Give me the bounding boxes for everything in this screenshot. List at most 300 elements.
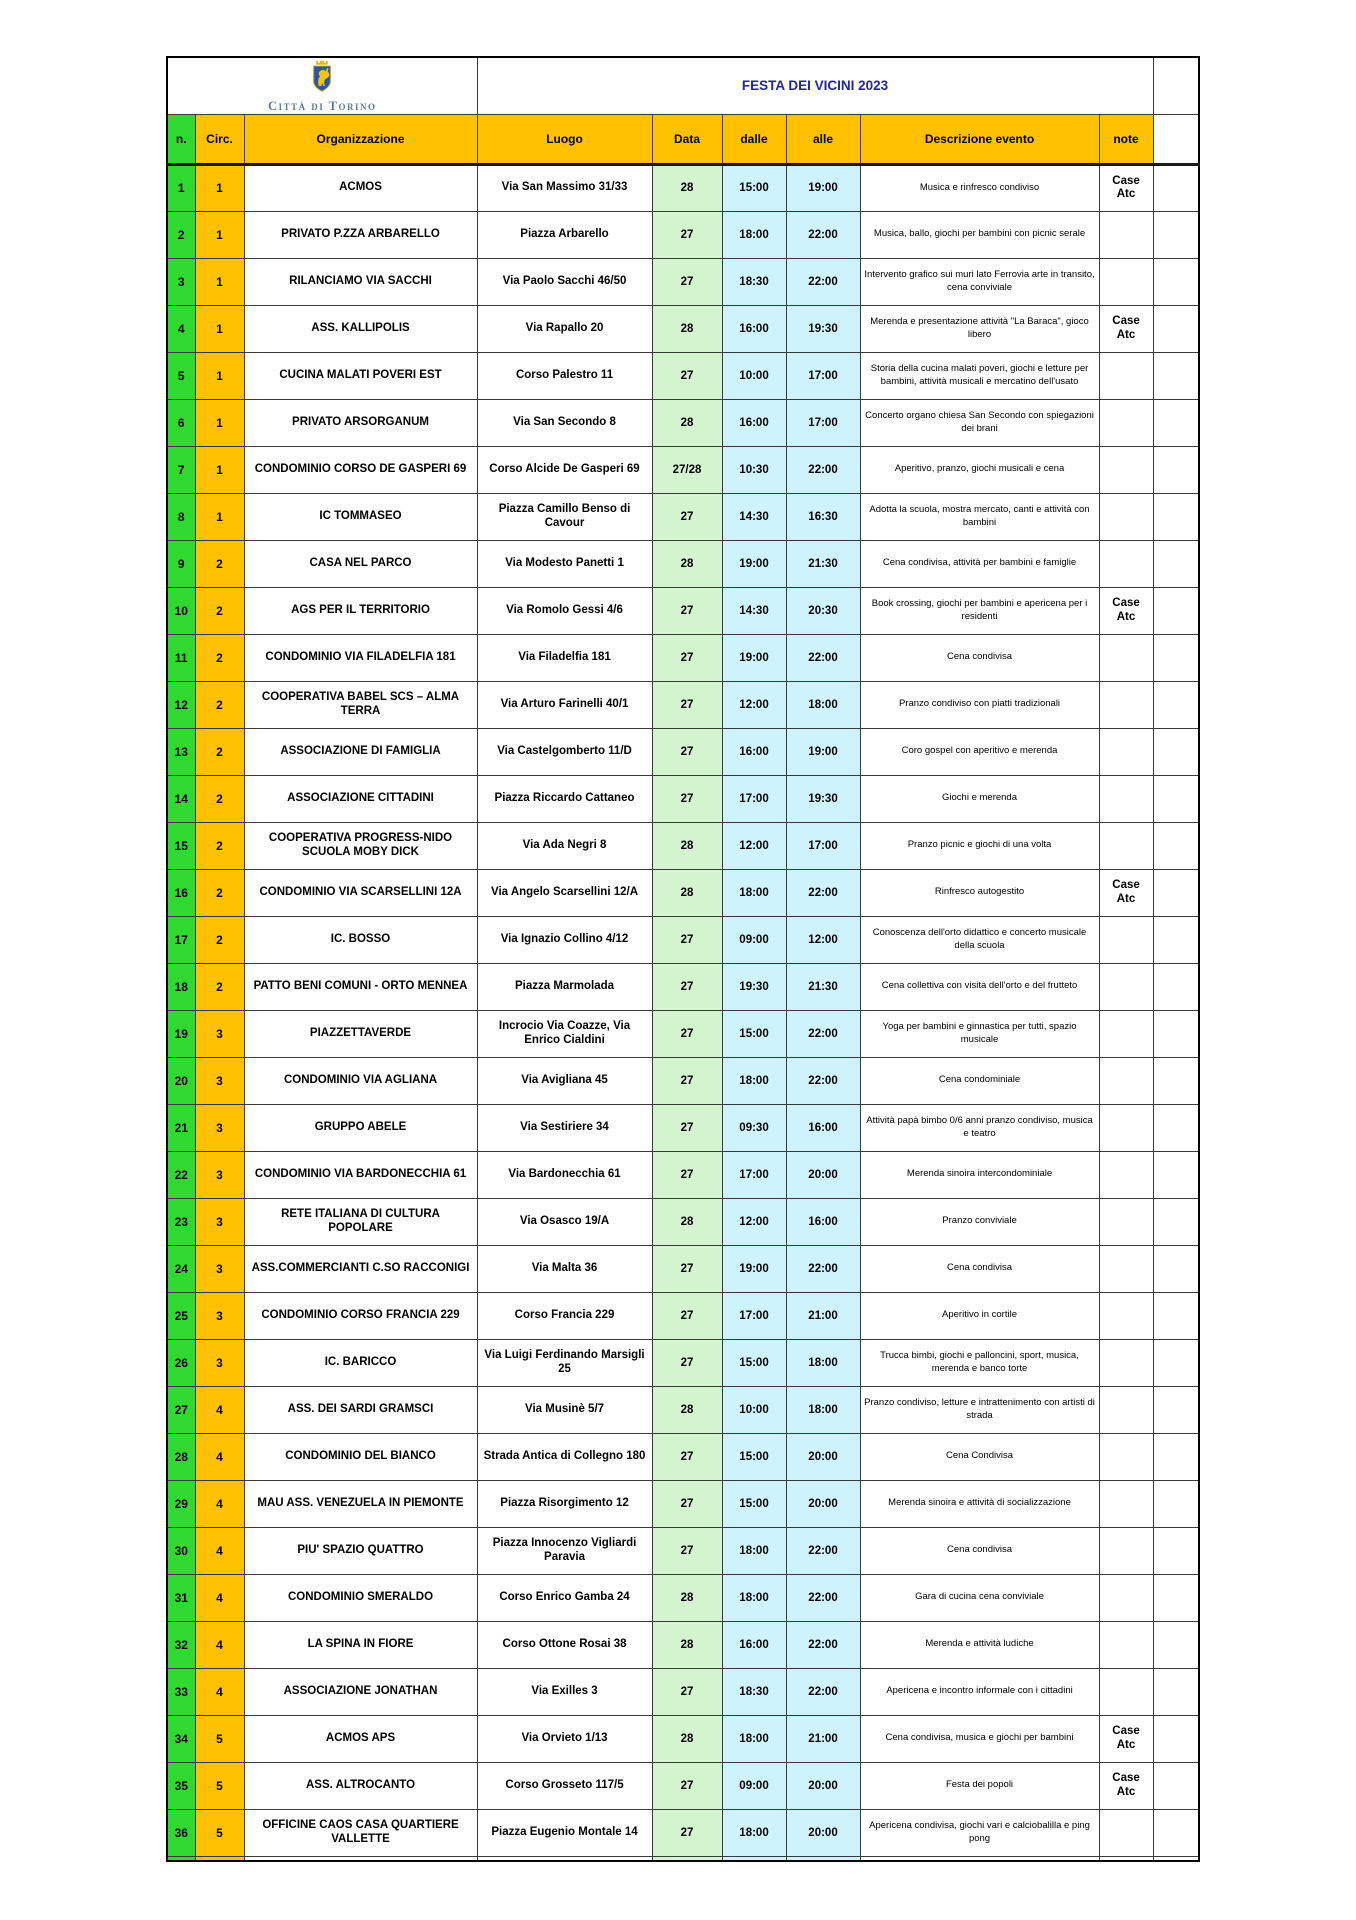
partial-cell	[167, 1856, 195, 1861]
row-number-cell: 14	[167, 775, 195, 822]
time-end-cell: 21:00	[786, 1715, 860, 1762]
empty-cell	[1153, 916, 1199, 963]
note-cell	[1099, 1527, 1153, 1574]
column-header-alle: alle	[786, 114, 860, 164]
time-start-cell: 16:00	[722, 728, 786, 775]
row-number-cell: 10	[167, 587, 195, 634]
time-end-cell: 21:00	[786, 1292, 860, 1339]
circoscrizione-cell: 2	[195, 775, 244, 822]
time-end-cell: 22:00	[786, 869, 860, 916]
time-start-cell: 09:30	[722, 1104, 786, 1151]
note-cell	[1099, 211, 1153, 258]
description-cell: Book crossing, giochi per bambini e apericena per i residenti	[860, 587, 1099, 634]
partial-cell	[652, 1856, 722, 1861]
partial-cell	[244, 1856, 477, 1861]
empty-cell	[1153, 1386, 1199, 1433]
column-header-dalle: dalle	[722, 114, 786, 164]
row-number-cell: 24	[167, 1245, 195, 1292]
date-cell: 28	[652, 305, 722, 352]
time-end-cell: 22:00	[786, 1057, 860, 1104]
date-cell: 28	[652, 1715, 722, 1762]
time-end-cell: 19:30	[786, 305, 860, 352]
date-cell: 27	[652, 258, 722, 305]
note-cell: Case Atc	[1099, 164, 1153, 211]
description-cell: Merenda e attività ludiche	[860, 1621, 1099, 1668]
description-cell: Rinfresco autogestito	[860, 869, 1099, 916]
location-cell: Via Romolo Gessi 4/6	[477, 587, 652, 634]
organization-cell: CONDOMINIO VIA BARDONECCHIA 61	[244, 1151, 477, 1198]
empty-cell	[1153, 1292, 1199, 1339]
organization-cell: CASA NEL PARCO	[244, 540, 477, 587]
time-end-cell: 22:00	[786, 446, 860, 493]
empty-cell	[1153, 1715, 1199, 1762]
banner-empty-cell	[1153, 57, 1199, 114]
circoscrizione-cell: 4	[195, 1480, 244, 1527]
organization-cell: IC. BARICCO	[244, 1339, 477, 1386]
row-number-cell: 18	[167, 963, 195, 1010]
organization-cell: PRIVATO ARSORGANUM	[244, 399, 477, 446]
location-cell: Corso Ottone Rosai 38	[477, 1621, 652, 1668]
row-number-cell: 34	[167, 1715, 195, 1762]
location-cell: Piazza Arbarello	[477, 211, 652, 258]
location-cell: Via Bardonecchia 61	[477, 1151, 652, 1198]
location-cell: Incrocio Via Coazze, Via Enrico Cialdini	[477, 1010, 652, 1057]
date-cell: 28	[652, 1386, 722, 1433]
note-cell	[1099, 1621, 1153, 1668]
time-end-cell: 20:00	[786, 1762, 860, 1809]
brand-text: Città di Torino	[268, 99, 377, 113]
note-cell	[1099, 1104, 1153, 1151]
time-start-cell: 15:00	[722, 1480, 786, 1527]
note-cell	[1099, 352, 1153, 399]
description-cell: Adotta la scuola, mostra mercato, canti e attività con bambini	[860, 493, 1099, 540]
table-row	[167, 1057, 1199, 1104]
note-cell	[1099, 1433, 1153, 1480]
organization-cell: PRIVATO P.ZZA ARBARELLO	[244, 211, 477, 258]
table-row	[167, 681, 1199, 728]
row-number-cell: 2	[167, 211, 195, 258]
time-start-cell: 12:00	[722, 1198, 786, 1245]
time-start-cell: 15:00	[722, 1339, 786, 1386]
date-cell: 27	[652, 211, 722, 258]
table-row	[167, 1433, 1199, 1480]
table-row	[167, 1621, 1199, 1668]
empty-cell	[1153, 352, 1199, 399]
row-number-cell: 35	[167, 1762, 195, 1809]
location-cell: Corso Alcide De Gasperi 69	[477, 446, 652, 493]
time-end-cell: 12:00	[786, 916, 860, 963]
empty-cell	[1153, 1057, 1199, 1104]
date-cell: 28	[652, 399, 722, 446]
time-start-cell: 19:00	[722, 634, 786, 681]
time-start-cell: 10:00	[722, 1386, 786, 1433]
organization-cell: ASS. KALLIPOLIS	[244, 305, 477, 352]
table-row	[167, 399, 1199, 446]
empty-cell	[1153, 775, 1199, 822]
time-start-cell: 18:00	[722, 1809, 786, 1856]
date-cell: 27	[652, 916, 722, 963]
partial-cell	[860, 1856, 1099, 1861]
description-cell: Concerto organo chiesa San Secondo con spiegazioni dei brani	[860, 399, 1099, 446]
empty-cell	[1153, 211, 1199, 258]
organization-cell: PATTO BENI COMUNI - ORTO MENNEA	[244, 963, 477, 1010]
empty-cell	[1153, 1527, 1199, 1574]
description-cell: Pranzo picnic e giochi di una volta	[860, 822, 1099, 869]
location-cell: Via Arturo Farinelli 40/1	[477, 681, 652, 728]
date-cell: 28	[652, 1621, 722, 1668]
time-end-cell: 19:00	[786, 728, 860, 775]
circoscrizione-cell: 3	[195, 1104, 244, 1151]
time-start-cell: 16:00	[722, 399, 786, 446]
date-cell: 27	[652, 1057, 722, 1104]
time-start-cell: 15:00	[722, 1433, 786, 1480]
organization-cell: CUCINA MALATI POVERI EST	[244, 352, 477, 399]
circoscrizione-cell: 5	[195, 1762, 244, 1809]
table-row	[167, 1104, 1199, 1151]
row-number-cell: 8	[167, 493, 195, 540]
organization-cell: CONDOMINIO CORSO DE GASPERI 69	[244, 446, 477, 493]
circoscrizione-cell: 3	[195, 1010, 244, 1057]
description-cell: Cena Condivisa	[860, 1433, 1099, 1480]
row-number-cell: 5	[167, 352, 195, 399]
date-cell: 27	[652, 963, 722, 1010]
organization-cell: GRUPPO ABELE	[244, 1104, 477, 1151]
date-cell: 27	[652, 1433, 722, 1480]
description-cell: Pranzo conviviale	[860, 1198, 1099, 1245]
description-cell: Merenda sinoira intercondominiale	[860, 1151, 1099, 1198]
circoscrizione-cell: 2	[195, 728, 244, 775]
circoscrizione-cell: 1	[195, 352, 244, 399]
description-cell: Gara di cucina cena conviviale	[860, 1574, 1099, 1621]
table-row	[167, 587, 1199, 634]
row-number-cell: 26	[167, 1339, 195, 1386]
partial-cell	[477, 1856, 652, 1861]
location-cell: Via Paolo Sacchi 46/50	[477, 258, 652, 305]
table-row	[167, 1198, 1199, 1245]
row-number-cell: 4	[167, 305, 195, 352]
empty-cell	[1153, 681, 1199, 728]
location-cell: Piazza Risorgimento 12	[477, 1480, 652, 1527]
description-cell: Attività papà bimbo 0/6 anni pranzo condiviso, musica e teatro	[860, 1104, 1099, 1151]
time-end-cell: 22:00	[786, 211, 860, 258]
note-cell: Case Atc	[1099, 1715, 1153, 1762]
time-end-cell: 18:00	[786, 1339, 860, 1386]
organization-cell: CONDOMINIO VIA FILADELFIA 181	[244, 634, 477, 681]
table-row	[167, 634, 1199, 681]
circoscrizione-cell: 4	[195, 1574, 244, 1621]
time-end-cell: 22:00	[786, 1245, 860, 1292]
organization-cell: IC TOMMASEO	[244, 493, 477, 540]
empty-cell	[1153, 1621, 1199, 1668]
row-number-cell: 16	[167, 869, 195, 916]
row-number-cell: 1	[167, 164, 195, 211]
location-cell: Via Ada Negri 8	[477, 822, 652, 869]
description-cell: Cena condivisa, musica e giochi per bambini	[860, 1715, 1099, 1762]
note-cell	[1099, 493, 1153, 540]
organization-cell: ASS. ALTROCANTO	[244, 1762, 477, 1809]
date-cell: 27	[652, 1480, 722, 1527]
date-cell: 27/28	[652, 446, 722, 493]
note-cell: Case Atc	[1099, 1762, 1153, 1809]
time-start-cell: 12:00	[722, 681, 786, 728]
time-end-cell: 16:00	[786, 1198, 860, 1245]
time-start-cell: 16:00	[722, 305, 786, 352]
note-cell	[1099, 540, 1153, 587]
empty-cell	[1153, 540, 1199, 587]
organization-cell: CONDOMINIO CORSO FRANCIA 229	[244, 1292, 477, 1339]
row-number-cell: 36	[167, 1809, 195, 1856]
table-row	[167, 540, 1199, 587]
date-cell: 27	[652, 1339, 722, 1386]
row-number-cell: 7	[167, 446, 195, 493]
table-row	[167, 493, 1199, 540]
description-cell: Yoga per bambini e ginnastica per tutti, spazio musicale	[860, 1010, 1099, 1057]
time-end-cell: 22:00	[786, 1527, 860, 1574]
empty-cell	[1153, 587, 1199, 634]
circoscrizione-cell: 4	[195, 1668, 244, 1715]
date-cell: 28	[652, 1198, 722, 1245]
circoscrizione-cell: 3	[195, 1339, 244, 1386]
note-cell	[1099, 634, 1153, 681]
circoscrizione-cell: 2	[195, 681, 244, 728]
time-start-cell: 17:00	[722, 775, 786, 822]
description-cell: Apericena condivisa, giochi vari e calciobalilla e ping pong	[860, 1809, 1099, 1856]
row-number-cell: 31	[167, 1574, 195, 1621]
organization-cell: OFFICINE CAOS CASA QUARTIERE VALLETTE	[244, 1809, 477, 1856]
note-cell: Case Atc	[1099, 305, 1153, 352]
location-cell: Via Exilles 3	[477, 1668, 652, 1715]
column-header-circ: Circ.	[195, 114, 244, 164]
empty-cell	[1153, 305, 1199, 352]
events-table	[166, 56, 1200, 1862]
table-row	[167, 258, 1199, 305]
organization-cell: COOPERATIVA BABEL SCS – ALMA TERRA	[244, 681, 477, 728]
time-end-cell: 20:00	[786, 1809, 860, 1856]
circoscrizione-cell: 1	[195, 211, 244, 258]
row-number-cell: 9	[167, 540, 195, 587]
column-header-data: Data	[652, 114, 722, 164]
organization-cell: ASSOCIAZIONE DI FAMIGLIA	[244, 728, 477, 775]
organization-cell: RILANCIAMO VIA SACCHI	[244, 258, 477, 305]
date-cell: 27	[652, 1668, 722, 1715]
location-cell: Via Modesto Panetti 1	[477, 540, 652, 587]
note-cell	[1099, 399, 1153, 446]
note-cell	[1099, 775, 1153, 822]
time-start-cell: 14:30	[722, 493, 786, 540]
location-cell: Via Luigi Ferdinando Marsigli 25	[477, 1339, 652, 1386]
date-cell: 28	[652, 540, 722, 587]
time-start-cell: 18:00	[722, 1527, 786, 1574]
organization-cell: LA SPINA IN FIORE	[244, 1621, 477, 1668]
description-cell: Cena condivisa, attività per bambini e famiglie	[860, 540, 1099, 587]
time-start-cell: 18:00	[722, 211, 786, 258]
row-number-cell: 6	[167, 399, 195, 446]
empty-cell	[1153, 869, 1199, 916]
time-end-cell: 22:00	[786, 1668, 860, 1715]
circoscrizione-cell: 2	[195, 869, 244, 916]
note-cell	[1099, 963, 1153, 1010]
location-cell: Via Angelo Scarsellini 12/A	[477, 869, 652, 916]
empty-cell	[1153, 1668, 1199, 1715]
note-cell	[1099, 446, 1153, 493]
description-cell: Aperitivo, pranzo, giochi musicali e cena	[860, 446, 1099, 493]
note-cell	[1099, 1574, 1153, 1621]
circoscrizione-cell: 1	[195, 493, 244, 540]
row-number-cell: 27	[167, 1386, 195, 1433]
circoscrizione-cell: 3	[195, 1245, 244, 1292]
description-cell: Musica, ballo, giochi per bambini con picnic serale	[860, 211, 1099, 258]
organization-cell: AGS PER IL TERRITORIO	[244, 587, 477, 634]
location-cell: Via San Massimo 31/33	[477, 164, 652, 211]
table-row	[167, 1762, 1199, 1809]
location-cell: Via Castelgomberto 11/D	[477, 728, 652, 775]
time-start-cell: 17:00	[722, 1292, 786, 1339]
time-end-cell: 17:00	[786, 352, 860, 399]
organization-cell: ASSOCIAZIONE JONATHAN	[244, 1668, 477, 1715]
time-end-cell: 20:30	[786, 587, 860, 634]
circoscrizione-cell: 4	[195, 1386, 244, 1433]
circoscrizione-cell: 2	[195, 916, 244, 963]
note-cell	[1099, 728, 1153, 775]
description-cell: Coro gospel con aperitivo e merenda	[860, 728, 1099, 775]
date-cell: 27	[652, 1245, 722, 1292]
organization-cell: ACMOS APS	[244, 1715, 477, 1762]
table-row	[167, 963, 1199, 1010]
organization-cell: RETE ITALIANA DI CULTURA POPOLARE	[244, 1198, 477, 1245]
note-cell	[1099, 1809, 1153, 1856]
empty-cell	[1153, 1574, 1199, 1621]
partial-cell	[195, 1856, 244, 1861]
logo-cell	[167, 57, 477, 114]
time-end-cell: 20:00	[786, 1433, 860, 1480]
partial-cell	[722, 1856, 786, 1861]
table-row	[167, 211, 1199, 258]
table-row	[167, 1245, 1199, 1292]
location-cell: Corso Grosseto 117/5	[477, 1762, 652, 1809]
table-row	[167, 869, 1199, 916]
circoscrizione-cell: 2	[195, 587, 244, 634]
row-number-cell: 29	[167, 1480, 195, 1527]
date-cell: 27	[652, 634, 722, 681]
circoscrizione-cell: 1	[195, 258, 244, 305]
note-cell	[1099, 822, 1153, 869]
header-row	[167, 114, 1199, 164]
note-cell	[1099, 1245, 1153, 1292]
empty-cell	[1153, 1104, 1199, 1151]
location-cell: Via Osasco 19/A	[477, 1198, 652, 1245]
location-cell: Via Sestiriere 34	[477, 1104, 652, 1151]
organization-cell: CONDOMINIO DEL BIANCO	[244, 1433, 477, 1480]
date-cell: 27	[652, 352, 722, 399]
note-cell	[1099, 1010, 1153, 1057]
description-cell: Merenda e presentazione attività "La Baraca", gioco libero	[860, 305, 1099, 352]
row-number-cell: 32	[167, 1621, 195, 1668]
time-end-cell: 18:00	[786, 681, 860, 728]
location-cell: Via Rapallo 20	[477, 305, 652, 352]
time-end-cell: 20:00	[786, 1480, 860, 1527]
table-row	[167, 352, 1199, 399]
time-start-cell: 18:30	[722, 258, 786, 305]
table-row	[167, 164, 1199, 211]
column-header-descrizione: Descrizione evento	[860, 114, 1099, 164]
description-cell: Pranzo condiviso con piatti tradizionali	[860, 681, 1099, 728]
date-cell: 28	[652, 869, 722, 916]
time-end-cell: 19:00	[786, 164, 860, 211]
time-end-cell: 16:30	[786, 493, 860, 540]
location-cell: Piazza Innocenzo Vigliardi Paravia	[477, 1527, 652, 1574]
time-start-cell: 09:00	[722, 1762, 786, 1809]
time-end-cell: 21:30	[786, 963, 860, 1010]
location-cell: Corso Enrico Gamba 24	[477, 1574, 652, 1621]
table-row	[167, 775, 1199, 822]
time-start-cell: 19:00	[722, 540, 786, 587]
date-cell: 27	[652, 493, 722, 540]
date-cell: 27	[652, 1151, 722, 1198]
row-number-cell: 25	[167, 1292, 195, 1339]
location-cell: Via Musinè 5/7	[477, 1386, 652, 1433]
location-cell: Via Ignazio Collino 4/12	[477, 916, 652, 963]
page-title: FESTA DEI VICINI 2023	[477, 57, 1153, 114]
table-row	[167, 1386, 1199, 1433]
table-row	[167, 1339, 1199, 1386]
partial-row-sliver	[167, 1856, 1199, 1861]
description-cell: Cena condivisa	[860, 1245, 1099, 1292]
circoscrizione-cell: 5	[195, 1715, 244, 1762]
row-number-cell: 30	[167, 1527, 195, 1574]
row-number-cell: 15	[167, 822, 195, 869]
note-cell	[1099, 1386, 1153, 1433]
date-cell: 27	[652, 1292, 722, 1339]
empty-cell	[1153, 1198, 1199, 1245]
date-cell: 27	[652, 681, 722, 728]
table-row	[167, 305, 1199, 352]
time-start-cell: 12:00	[722, 822, 786, 869]
table-row	[167, 1715, 1199, 1762]
description-cell: Cena collettiva con visita dell'orto e del frutteto	[860, 963, 1099, 1010]
date-cell: 27	[652, 1809, 722, 1856]
row-number-cell: 13	[167, 728, 195, 775]
note-cell	[1099, 1480, 1153, 1527]
table-row	[167, 1292, 1199, 1339]
empty-cell	[1153, 822, 1199, 869]
location-cell: Via San Secondo 8	[477, 399, 652, 446]
organization-cell: ASSOCIAZIONE CITTADINI	[244, 775, 477, 822]
note-cell	[1099, 258, 1153, 305]
note-cell	[1099, 1292, 1153, 1339]
description-cell: Storia della cucina malati poveri, giochi e letture per bambini, attività musicali e mercatino dell'usato	[860, 352, 1099, 399]
empty-cell	[1153, 1245, 1199, 1292]
empty-cell	[1153, 399, 1199, 446]
location-cell: Via Avigliana 45	[477, 1057, 652, 1104]
table-row	[167, 728, 1199, 775]
organization-cell: PIU' SPAZIO QUATTRO	[244, 1527, 477, 1574]
circoscrizione-cell: 2	[195, 963, 244, 1010]
circoscrizione-cell: 4	[195, 1433, 244, 1480]
date-cell: 28	[652, 822, 722, 869]
location-cell: Piazza Riccardo Cattaneo	[477, 775, 652, 822]
row-number-cell: 12	[167, 681, 195, 728]
organization-cell: IC. BOSSO	[244, 916, 477, 963]
time-start-cell: 17:00	[722, 1151, 786, 1198]
organization-cell: CONDOMINIO VIA AGLIANA	[244, 1057, 477, 1104]
time-start-cell: 18:30	[722, 1668, 786, 1715]
row-number-cell: 23	[167, 1198, 195, 1245]
circoscrizione-cell: 4	[195, 1527, 244, 1574]
organization-cell: COOPERATIVA PROGRESS-NIDO SCUOLA MOBY DICK	[244, 822, 477, 869]
location-cell: Piazza Camillo Benso di Cavour	[477, 493, 652, 540]
date-cell: 28	[652, 1574, 722, 1621]
circoscrizione-cell: 1	[195, 446, 244, 493]
